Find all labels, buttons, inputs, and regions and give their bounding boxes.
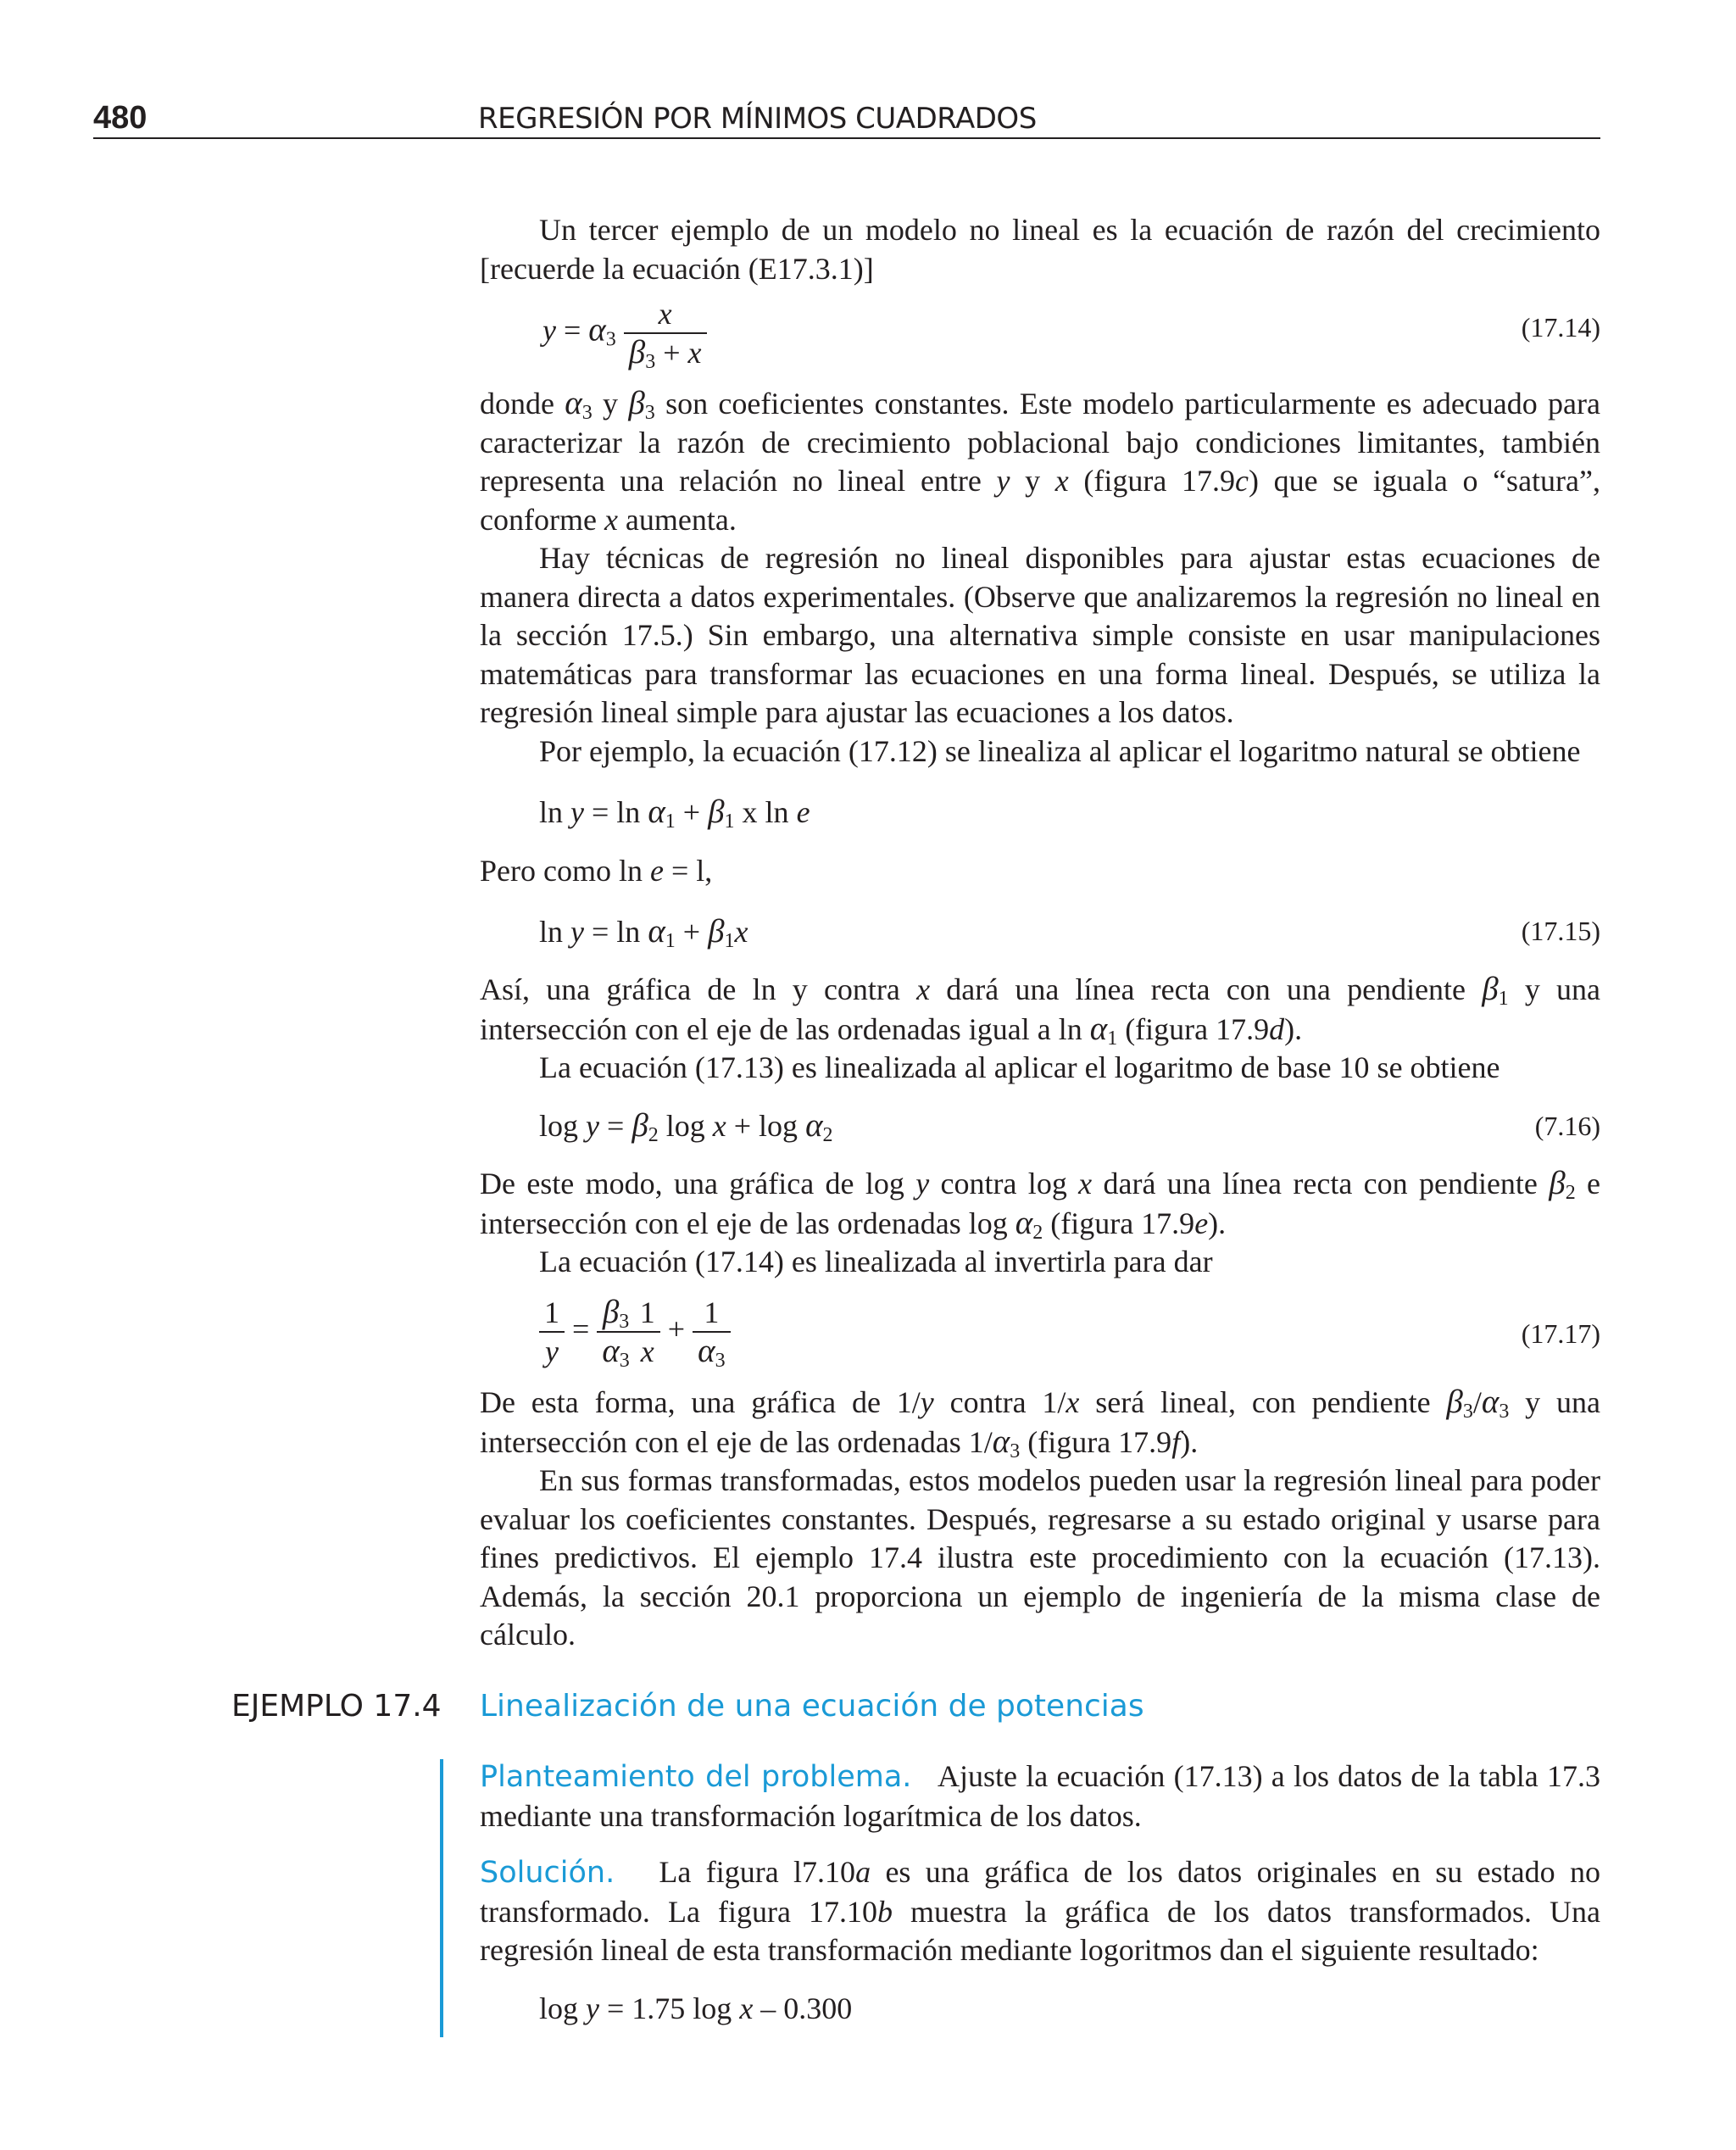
problem-heading: Planteamiento del problema. <box>480 1760 912 1794</box>
problem-text: Ajuste la ecuación (17.13) a los datos de la tabla 17.3 mediante una transformación logarítmica de los datos. <box>480 1759 1600 1833</box>
body-block-2 <box>480 970 1600 1088</box>
equation-number: (17.15) <box>1521 916 1600 946</box>
solution-heading: Solución. <box>480 1856 615 1890</box>
equation-17-14: $y = \alpha_3$ $\frac{x}{\beta_3 + x}$ <box>542 295 707 371</box>
regression-result: log y = 1.75 log x – 0.300 <box>539 1991 853 2025</box>
paragraph-donde: donde $\alpha_3$ y $\beta_3$ son coeficientes constantes. Este modelo particularmente es adecuado para caracterizar la razón de crecimiento poblacional bajo condiciones limitantes, también representa una relación no lineal entre y y x (figura 17.9c) que se iguala o “satura”, conforme x aumenta. <box>480 385 1601 537</box>
example-title: Linealización de una ecuación de potencias <box>480 1689 1144 1724</box>
running-header <box>93 100 1600 139</box>
page-number: 480 <box>93 100 147 136</box>
paragraph-tecnicas: Hay técnicas de regresión no lineal disponibles para ajustar estas ecuaciones de manera directa a datos experimentales. (Observe que analizaremos la regresión no lineal en la sección 17.5.) Sin embargo, una alternativa simple consiste en usar manipulaciones matemáticas para transformar las ecuaciones en una forma lineal. Después, se utiliza la regresión lineal simple para ajustar las ecuaciones a los datos. <box>480 541 1600 729</box>
paragraph-log10: La ecuación (17.13) es linealizada al aplicar el logaritmo de base 10 se obtiene <box>539 1050 1500 1084</box>
paragraph-asi: Así, una gráfica de ln y contra x dará una línea recta con una pendiente $\beta_1$ y una intersección con el eje de las ordenadas igual a $\ln \alpha_1$ (figura 17.9d). <box>480 971 1600 1050</box>
body-block-1 <box>480 384 1600 771</box>
paragraph-formas-transformadas: En sus formas transformadas, estos modelos pueden usar la regresión lineal para poder evaluar los coeficientes constantes. Después, regresarse a su estado original y usarse para fines predictivos. El ejemplo 17.4 ilustra este procedimiento con la ecuación (17.13). Además, la sección 20.1 proporciona un ejemplo de ingeniería de la misma clase de cálculo. <box>480 1463 1600 1651</box>
running-title: REGRESIÓN POR MÍNIMOS CUADRADOS <box>478 102 1037 136</box>
paragraph-de-este-modo: De este modo, una gráfica de log y contra log x dará una línea recta con pendiente $\beta_2$ e intersección con el eje de las ordenadas $\log \alpha_2$ (figura 17.9e). <box>480 1165 1601 1244</box>
equation-7-16: $\log y = \beta_2$ $\log x + \log \alpha_2$ <box>539 1107 833 1146</box>
fraction: $\frac{x}{\beta_3 + x}$ <box>624 295 707 371</box>
example-solution: Solución. La figura l7.10a es una gráfica de los datos originales en su estado no transformado. La figura 17.10b muestra la gráfica de los datos transformados. Una regresión lineal de esta transformación mediante logoritmos dan el siguiente resultado: <box>480 1855 1600 1967</box>
equation-17-17: $\frac{1}{y}$ = $\frac{\beta_3}{\alpha_3}$ $\frac{1}{x}$ + $\frac{1}{\alpha_3}$ <box>539 1294 731 1370</box>
equation-number: (17.14) <box>1521 312 1600 343</box>
equation-ln-expanded: $\ln y = \ln \alpha_1 + \beta_1$ x ln e <box>539 794 810 833</box>
example-label: EJEMPLO 17.4 <box>231 1689 442 1724</box>
paragraph-invertirla: La ecuación (17.14) es linealizada al invertirla para dar <box>539 1245 1213 1278</box>
paragraph-ejemplo: Por ejemplo, la ecuación (17.12) se linealiza al aplicar el logaritmo natural se obtiene <box>539 733 1581 768</box>
paragraph-pero: Pero como ln e = l, <box>480 854 713 888</box>
equation-17-15: $\ln y = \ln \alpha_1 + \beta_1x$ <box>539 913 748 952</box>
equation-number: (7.16) <box>1534 1111 1600 1141</box>
example-problem <box>480 1757 1600 1835</box>
body-block-3 <box>480 1164 1600 1282</box>
body-block-4 <box>480 1383 1600 1655</box>
equation-number: (17.17) <box>1521 1318 1600 1349</box>
paragraph-de-esta-forma: De esta forma, una gráfica de 1/y contra 1/x será lineal, con pendiente $\beta_3/\alpha_3$ y una intersección con el eje de las ordenadas $1/\alpha_3$ (figura 17.9f). <box>480 1384 1600 1462</box>
example-side-bar <box>440 1759 443 2037</box>
paragraph-intro: Un tercer ejemplo de un modelo no lineal es la ecuación de razón del crecimiento [recuerde la ecuación (E17.3.1)] <box>480 213 1600 286</box>
